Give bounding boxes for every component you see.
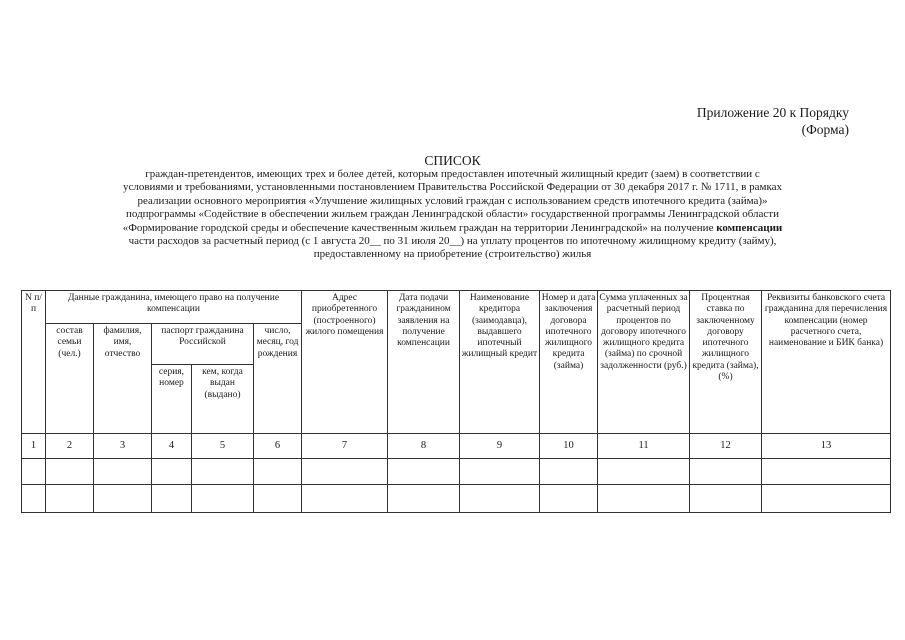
empty-cell [192,459,254,485]
form-note: (Форма) [801,122,849,137]
document-description [70,168,835,262]
empty-cell [540,485,598,513]
empty-cell [598,459,690,485]
empty-cell [302,459,388,485]
column-number: 4 [152,434,192,459]
empty-cell [762,459,891,485]
empty-cell [762,485,891,513]
empty-cell [388,459,460,485]
description-line-5 [70,222,835,235]
description-line-5-text: «Формирование городской среды и обеспечение качественным жильем граждан на территории Ленинградской» на получение [122,221,717,234]
column-number: 2 [46,434,94,459]
header-application-date: Дата подачи гражданином заявления на получение компенсации [388,291,460,434]
header-row-1 [22,291,891,324]
empty-row [22,485,891,513]
column-number: 1 [22,434,46,459]
empty-cell [94,459,152,485]
empty-cell [690,485,762,513]
column-number: 6 [254,434,302,459]
column-number: 3 [94,434,152,459]
appendix-reference: Приложение 20 к Порядку [696,105,849,120]
compensation-list-table [21,290,891,513]
column-number: 5 [192,434,254,459]
header-passport: паспорт гражданина Российской [152,324,254,365]
column-number: 8 [388,434,460,459]
empty-cell [460,485,540,513]
appendix-block [697,104,849,138]
empty-cell [192,485,254,513]
empty-cell [460,459,540,485]
header-birth-date: число, месяц, год рождения [254,324,302,434]
empty-cell [94,485,152,513]
column-number: 7 [302,434,388,459]
header-passport-series: серия, номер [152,365,192,434]
header-family: состав семьи (чел.) [46,324,94,434]
empty-row [22,459,891,485]
column-number: 10 [540,434,598,459]
empty-cell [388,485,460,513]
column-number: 11 [598,434,690,459]
description-line-3: реализации основного мероприятия «Улучшение жилищных условий граждан с использованием средств ипотечного кредита (займа)» [137,194,768,207]
empty-cell [302,485,388,513]
empty-cell [254,459,302,485]
description-line-2: условиями и требованиями, установленными постановлением Правительства Российской Федерации от 30 декабря 2017 г. № 1711, в рамках [122,181,783,194]
header-full-name: фамилия, имя, отчество [94,324,152,434]
column-number: 13 [762,434,891,459]
header-address: Адрес приобретенного (построенного) жилого помещения [302,291,388,434]
description-line-1: граждан-претендентов, имеющих трех и более детей, которым предоставлен ипотечный жилищный кредит (заем) в соответствии с [145,168,760,180]
header-bank-details: Реквизиты банковского счета гражданина для перечисления компенсации (номер расчетного счета, наименование и БИК банка) [762,291,891,434]
empty-cell [22,459,46,485]
empty-cell [152,459,192,485]
header-passport-issued: кем, когда выдан (выдано) [192,365,254,434]
column-number: 12 [690,434,762,459]
header-interest-rate: Процентная ставка по заключенному договору ипотечного жилищного кредита (займа), (%) [690,291,762,434]
header-citizen-data: Данные гражданина, имеющего право на получение компенсации [46,291,302,324]
description-line-5-bold: компенсации [716,221,783,234]
title-block [70,153,835,262]
empty-cell [690,459,762,485]
header-contract: Номер и дата заключения договора ипотечного жилищного кредита (займа) [540,291,598,434]
empty-cell [46,459,94,485]
description-line-6: части расходов за расчетный период (с 1 августа 20__ по 31 июля 20__) на уплату процентов по ипотечному жилищному кредиту (займу), [128,235,777,248]
column-number: 9 [460,434,540,459]
description-line-7: предоставленному на приобретение (строительство) жилья [313,248,592,261]
empty-cell [598,485,690,513]
description-line-4: подпрограммы «Содействие в обеспечении жильем граждан Ленинградской области» государственной программы Ленинградской области [126,208,779,221]
header-n: N п/п [22,291,46,434]
column-number-row [22,434,891,459]
empty-cell [22,485,46,513]
empty-cell [540,459,598,485]
empty-cell [152,485,192,513]
empty-cell [254,485,302,513]
header-interest-sum: Сумма уплаченных за расчетный период процентов по договору ипотечного жилищного кредита (займа) по срочной задолженности (руб.) [598,291,690,434]
document-title: СПИСОК [424,153,481,168]
header-creditor: Наименование кредитора (заимодавца), выдавшего ипотечный жилищный кредит [460,291,540,434]
empty-cell [46,485,94,513]
